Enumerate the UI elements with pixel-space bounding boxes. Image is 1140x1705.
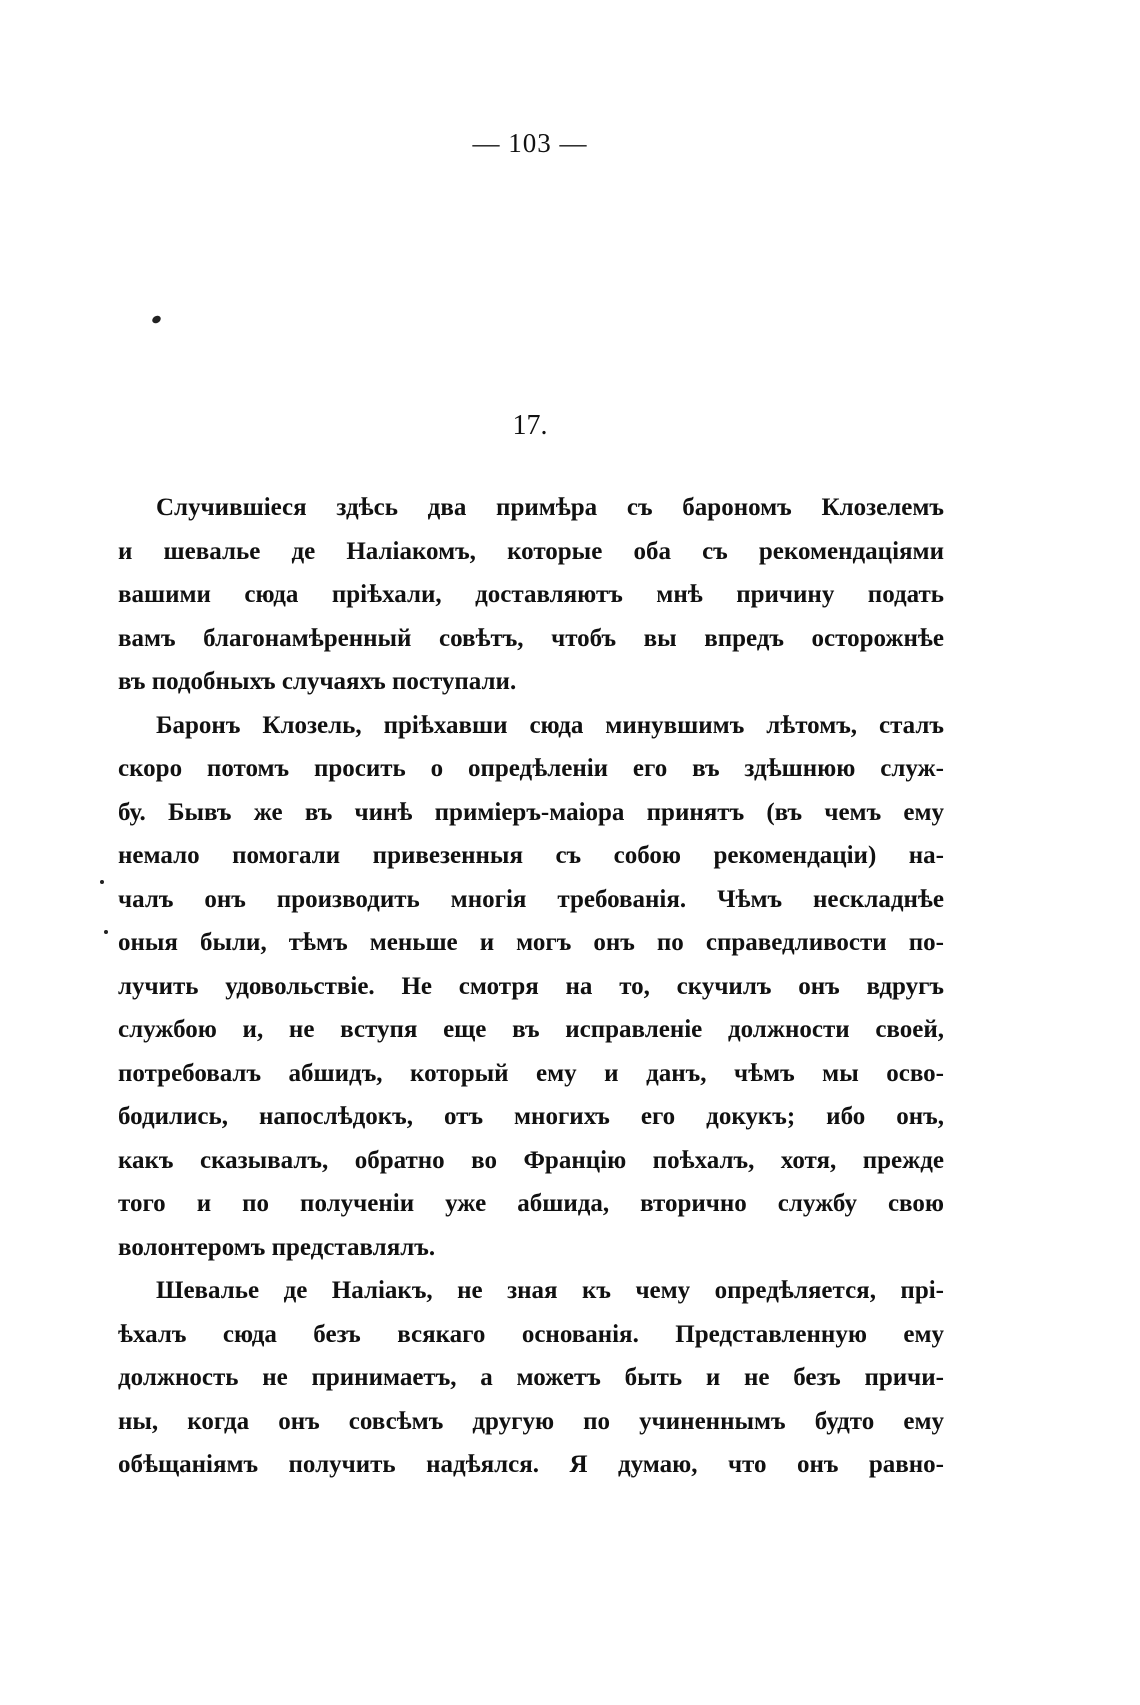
page-number: — 103 —: [472, 128, 588, 158]
text-line: чалъ онъ производить многія требованія. Чѣмъ нескладнѣе: [118, 885, 944, 913]
text-line: службою и, не вступя еще въ исправленіе должности своей,: [118, 1016, 944, 1043]
text-line: вамъ благонамѣренный совѣтъ, чтобъ вы впредъ осторожнѣе: [118, 624, 944, 652]
text-line: въ подобныхъ случаяхъ поступали.: [118, 668, 517, 695]
text-line: оныя были, тѣмъ меньше и могъ онъ по справедливости по-: [118, 929, 944, 956]
ink-speck: [104, 930, 108, 934]
text-line: ны, когда онъ совсѣмъ другую по учиненнымъ будто ему: [118, 1407, 944, 1435]
text-line: того и по полученіи уже абшида, вторично службу свою: [118, 1190, 944, 1217]
text-line: ѣхалъ сюда безъ всякаго основанія. Представленную ему: [118, 1320, 944, 1348]
text-line: какъ сказывалъ, обратно во Францію поѣхалъ, хотя, прежде: [118, 1146, 944, 1174]
paragraph-2: [118, 704, 944, 1270]
text-line: и шевалье де Наліакомъ, которые оба съ рекомендаціями: [118, 537, 944, 565]
text-line: бодились, напослѣдокъ, отъ многихъ его докукъ; ибо онъ,: [118, 1103, 944, 1130]
text-line: обѣщаніямъ получить надѣялся. Я думаю, что онъ равно-: [118, 1451, 944, 1478]
text-line: скоро потомъ просить о опредѣленіи его въ здѣшнюю служ-: [118, 755, 944, 782]
ink-speck: [100, 880, 104, 884]
letter-body: [118, 486, 944, 1487]
text-line: волонтеромъ представлялъ.: [118, 1233, 436, 1261]
paragraph-3: [118, 1269, 944, 1487]
text-line: Шевалье де Наліакъ, не зная къ чему опредѣляется, прі-: [156, 1277, 944, 1304]
paragraph-1: [118, 486, 944, 704]
section-number: 17.: [512, 410, 548, 441]
text-line: бу. Бывъ же въ чинѣ приміеръ-маіора принятъ (въ чемъ ему: [118, 798, 944, 826]
text-line: лучить удовольствіе. Не смотря на то, скучилъ онъ вдругъ: [118, 972, 944, 1000]
text-line: Баронъ Клозель, пріѣхавши сюда минувшимъ лѣтомъ, сталъ: [156, 711, 944, 739]
text-line: вашими сюда пріѣхали, доставляютъ мнѣ причину подать: [118, 581, 944, 608]
text-line: должность не принимаетъ, а можетъ быть и не безъ причи-: [118, 1364, 944, 1391]
text-line: Случившіеся здѣсь два примѣра съ барономъ Клозелемъ: [156, 494, 944, 521]
ink-speck: [151, 314, 162, 325]
text-line: потребовалъ абшидъ, который ему и данъ, чѣмъ мы осво-: [118, 1059, 944, 1087]
text-line: немало помогали привезенныя съ собою рекомендаціи) на-: [118, 842, 944, 869]
